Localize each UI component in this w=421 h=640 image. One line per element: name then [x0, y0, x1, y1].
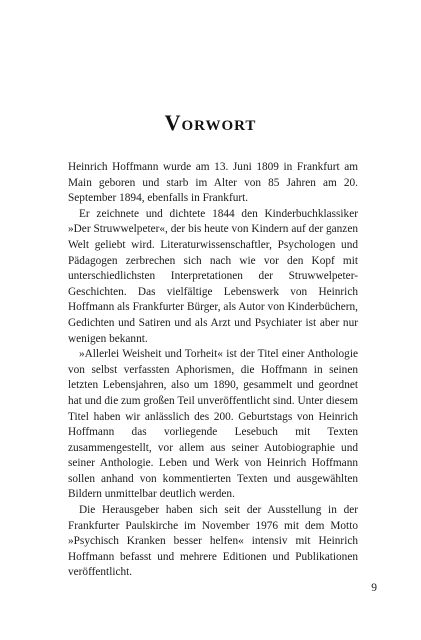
paragraph-3: »Allerlei Weisheit und Torheit« ist der Titel einer Anthologie von selbst verfassten Aphorismen, die Hoffmann in seinen letzten Lebensjahren, also um 1890, gesammelt und geordnet hat und die zum großen Teil unveröffentlicht sind. Unter diesem Titel haben wir anlässlich des 200. Geburtstags von Heinrich Hoffmann das vorliegende Lesebuch mit Texten zusammengestellt, vor allem aus seiner Autobiographie und seiner Anthologie. Leben und Werk von Heinrich Hoffmann sollen anhand von kommentierten Texten und ausgewählten Bildern unmittelbar deutlich werden. [68, 348, 358, 501]
paragraph-1: Heinrich Hoffmann wurde am 13. Juni 1809 in Frankfurt am Main geboren und starb im Alter von 85 Jahren am 20. September 1894, ebenfalls in Frankfurt. [68, 161, 358, 205]
chapter-title: Vorwort [164, 110, 257, 135]
page-number: 9 [371, 582, 377, 594]
paragraph-2: Er zeichnete und dichtete 1844 den Kinderbuchklassiker »Der Struwwelpeter«, der bis heute von Kindern auf der ganzen Welt geliebt wird. Literaturwissenschaftler, Psychologen und Pädagogen zerbrechen sich nach wie vor den Kopf mit unterschiedlichsten Interpretationen der Struwwelpeter-Geschichten. Das vielfältige Lebenswerk von Heinrich Hoffmann als Frankfurter Bürger, als Autor von Kinderbüchern, Gedichten und Satiren und als Arzt und Psychiater ist aber nur wenigen bekannt. [68, 207, 358, 345]
body-text [68, 160, 358, 581]
paragraph-4: Die Herausgeber haben sich seit der Ausstellung in der Frankfurter Paulskirche im November 1976 mit dem Motto »Psychisch Kranken besser helfen« intensiv mit Heinrich Hoffmann befasst und mehrere Editionen und Publikationen veröffentlicht. [68, 504, 358, 579]
